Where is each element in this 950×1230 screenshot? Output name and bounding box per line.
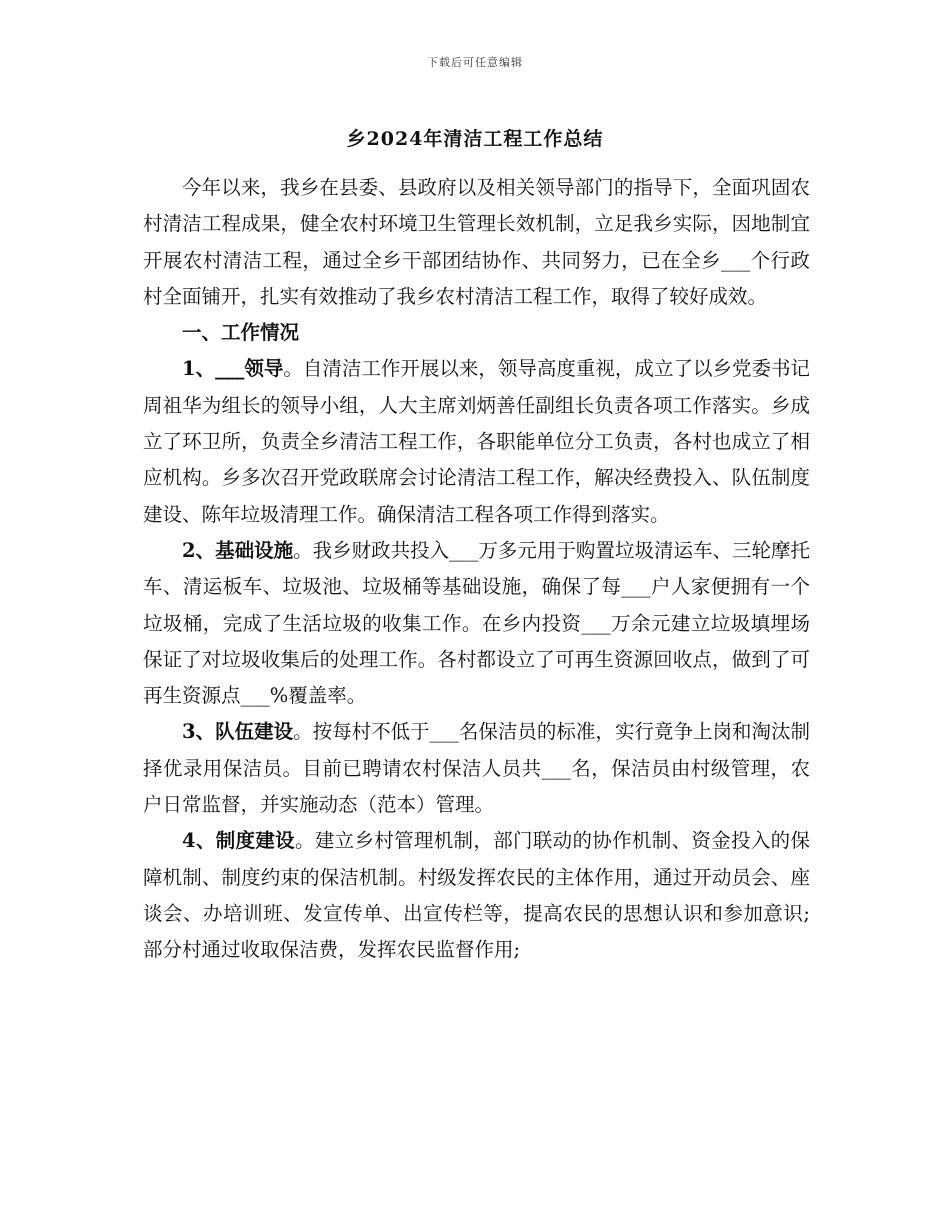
header-note: 下载后可任意编辑 [427,56,523,69]
section-heading-work-status: 一、工作情况 [182,321,300,345]
item-text-team: 。按每村不低于___名保洁员的标准，实行竟争上岗和淘汰制择优录用保洁员。目前已聘请农村保洁人员共___名，保洁员由村级管理，农户日常监督，并实施动态（范本）管理。 [143,720,810,817]
document-body [143,170,810,969]
item-lead-team: 3、队伍建设 [182,720,294,744]
item-text-infrastructure: 。我乡财政共投入___万多元用于购置垃圾清运车、三轮摩托车、清运板车、垃圾池、垃圾桶等基础设施，确保了每___户人家便拥有一个垃圾桶，完成了生活垃圾的收集工作。在乡内投资___万余元建立垃圾填埋场保证了对垃圾收集后的处理工作。各村都设立了可再生资源回收点，做到了可再生资源点___%覆盖率。 [143,538,810,708]
item-paragraph-team [143,714,810,823]
intro-paragraph: 今年以来，我乡在县委、县政府以及相关领导部门的指导下，全面巩固农村清洁工程成果，健全农村环境卫生管理长效机制，立足我乡实际，因地制宜开展农村清洁工程，通过全乡干部团结协作、共同努力，已在全乡___个行政村全面铺开，扎实有效推动了我乡农村清洁工程工作，取得了较好成效。 [143,176,810,308]
item-text-leadership: 。自清洁工作开展以来，领导高度重视，成立了以乡党委书记周祖华为组长的领导小组，人大主席刘炳善任副组长负责各项工作落实。乡成立了环卫所，负责全乡清洁工程工作，各职能单位分工负责，各村也成立了相应机构。乡多次召开党政联席会讨论清洁工程工作，解决经费投入、队伍制度建设、陈年垃圾清理工作。确保清洁工程各项工作得到落实。 [143,357,810,526]
item-lead-system: 4、制度建设 [182,829,295,853]
item-lead-leadership: 1、___领导 [182,357,284,381]
item-paragraph-infrastructure [143,533,810,714]
item-lead-infrastructure: 2、基础设施 [182,538,294,562]
item-paragraph-leadership [143,351,810,532]
item-text-system: 。建立乡村管理机制，部门联动的协作机制、资金投入的保障机制、制度约束的保洁机制。村级发挥农民的主体作用，通过开动员会、座谈会、办培训班、发宣传单、出宣传栏等，提高农民的思想认识和参加意识;部分村通过收取保洁费，发挥农民监督作用; [143,829,810,962]
page-title: 乡2024年清洁工程工作总结 [346,128,604,150]
item-paragraph-system [143,823,810,968]
